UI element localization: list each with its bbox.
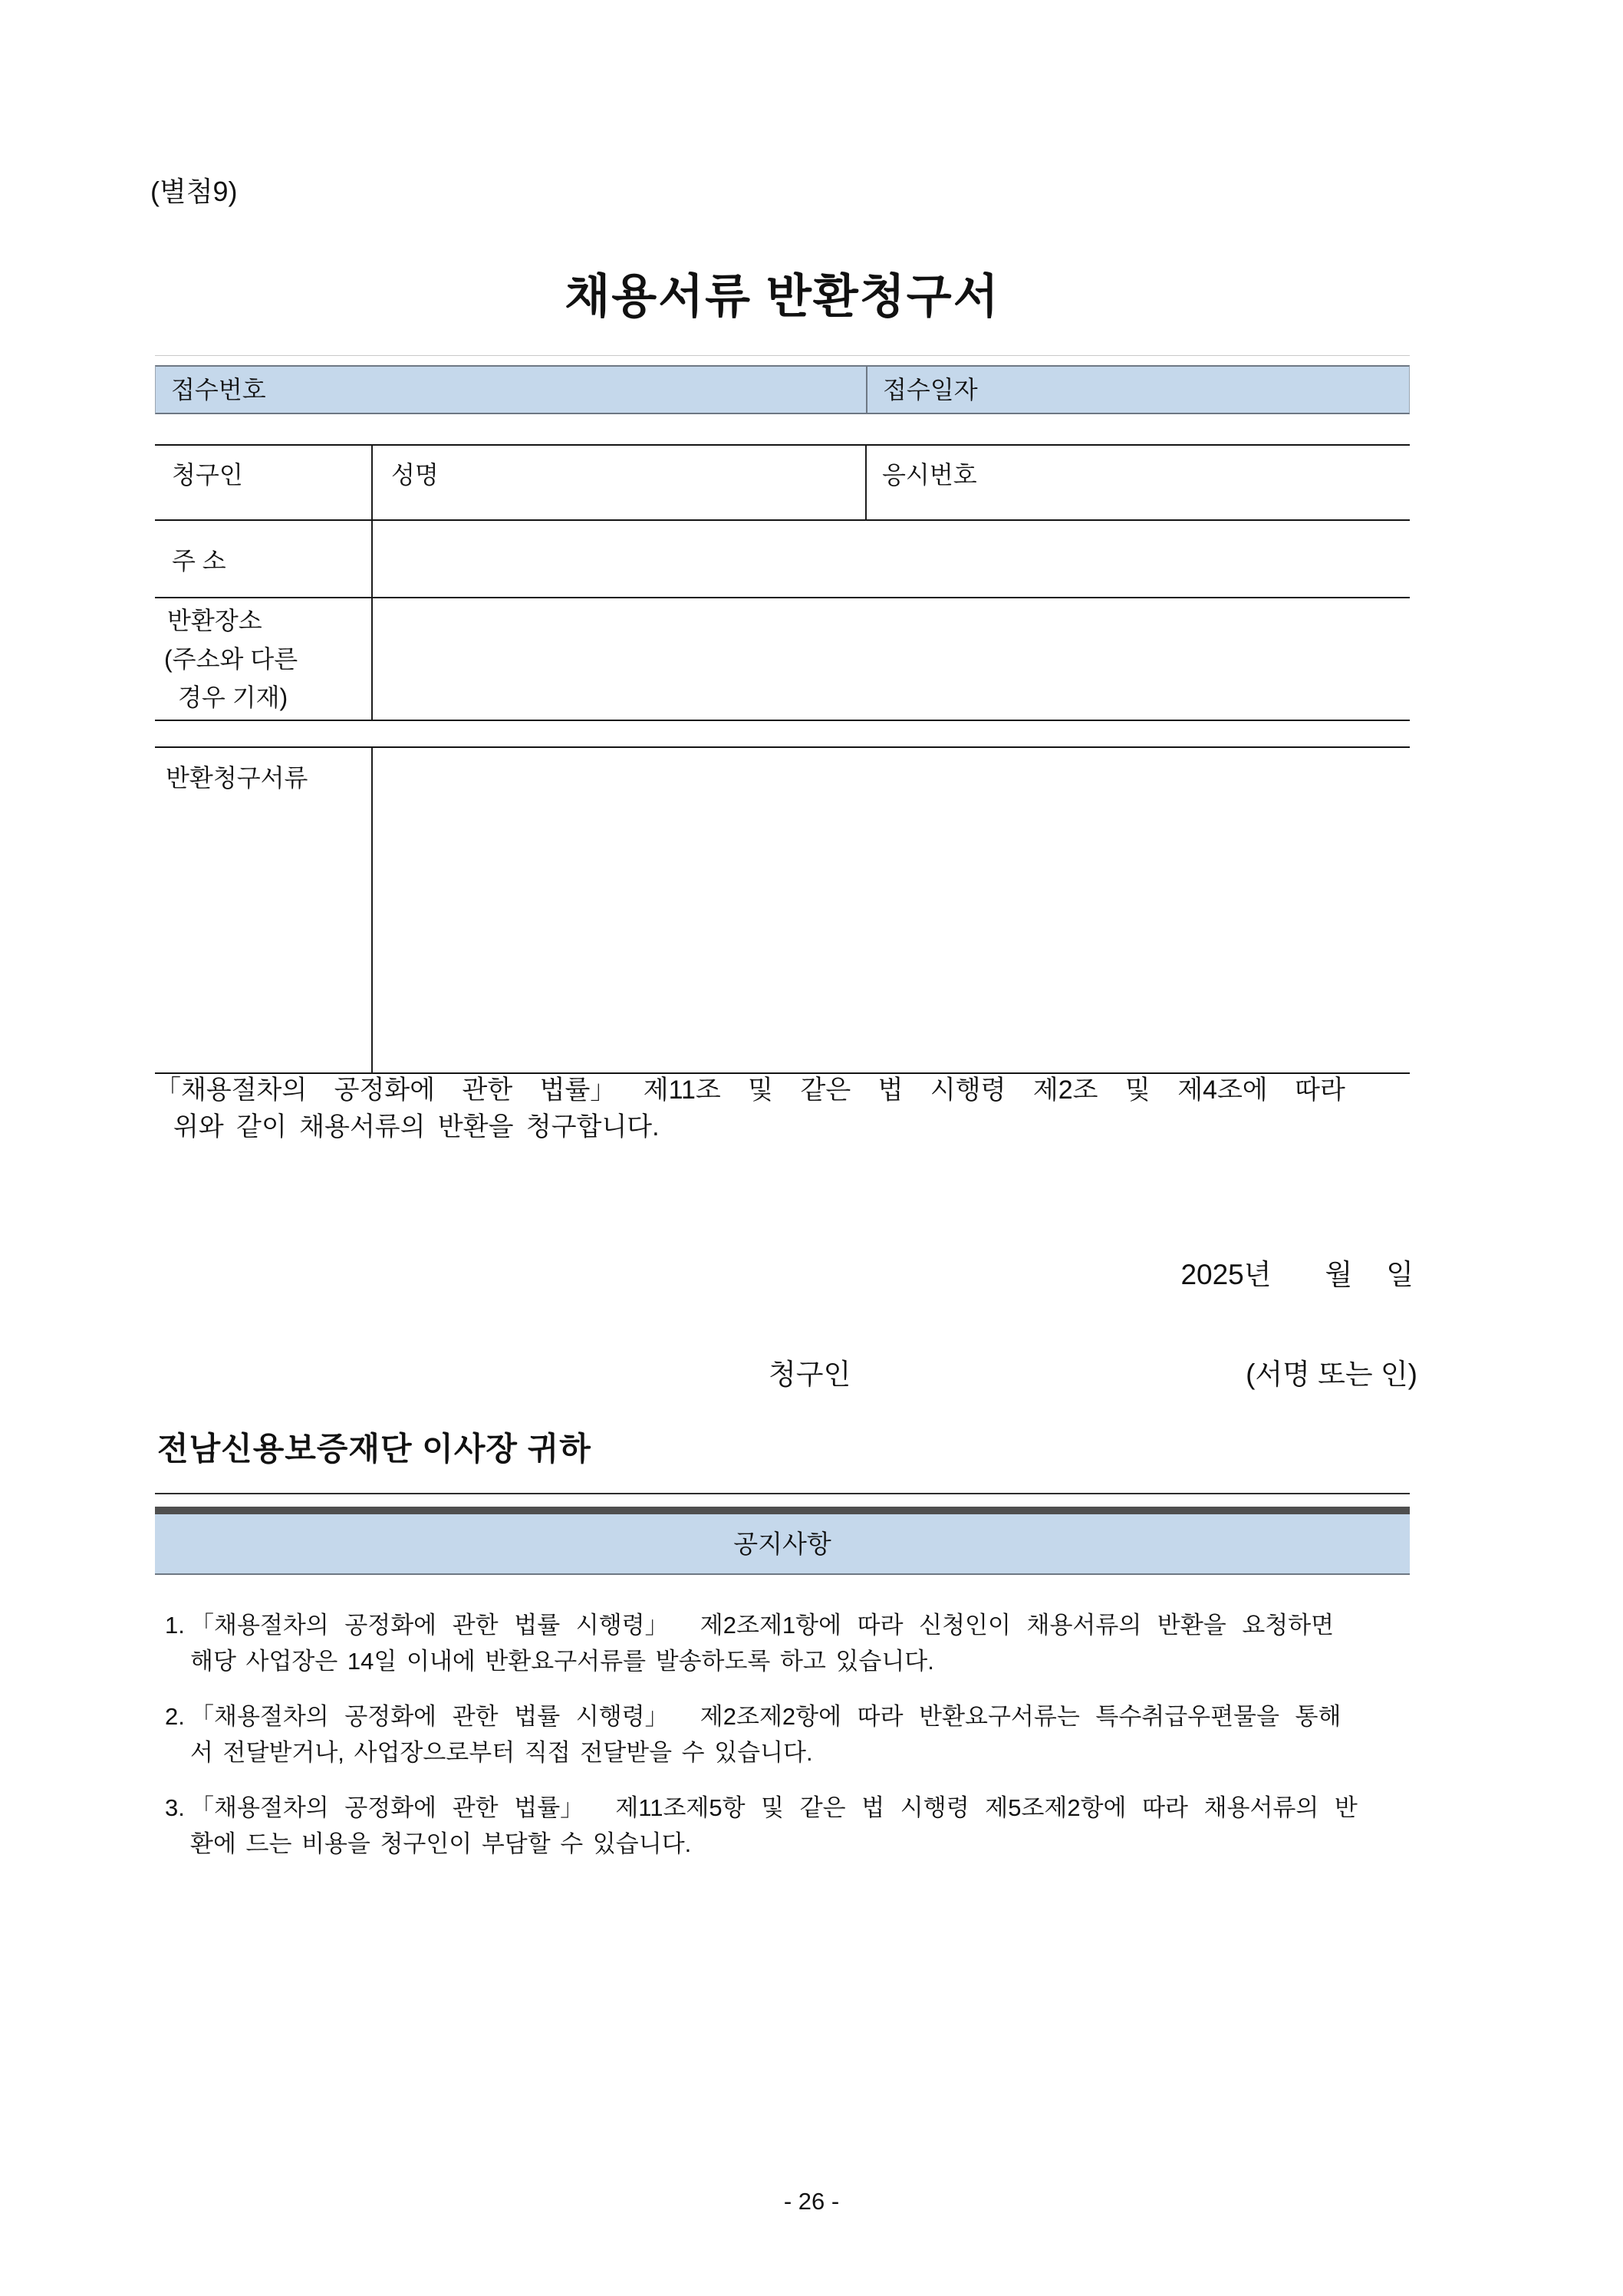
address-label-cell: 주 소 (155, 521, 373, 597)
return-place-label-line1: 반환장소 (167, 607, 262, 634)
date-day: 일 (1386, 1259, 1414, 1290)
signature-note: (서명 또는 인) (1246, 1359, 1417, 1390)
return-docs-table (155, 746, 1410, 1074)
return-place-label-line2: (주소와 다른 (164, 645, 298, 673)
claimant-label-cell: 청구인 (155, 446, 373, 519)
declaration-line-1: 「채용절차의 공정화에 관한 법률」 제11조 및 같은 법 시행령 제2조 및 제4조에 따라 (155, 1076, 1345, 1105)
notice-item-number: 2. (165, 1703, 185, 1730)
notice-thick-bar (155, 1507, 1410, 1514)
address-input-area[interactable] (373, 521, 1410, 597)
notice-item-line-2: 환에 드는 비용을 청구인이 부담할 수 있습니다. (190, 1830, 692, 1857)
notice-thin-rule (155, 1493, 1410, 1494)
page-title: 채용서류 반환청구서 (565, 270, 1000, 322)
notice-list (155, 1607, 1413, 1881)
notice-item (155, 1607, 1413, 1679)
receipt-number-header-cell: 접수번호 (156, 367, 867, 413)
notice-item-number: 3. (165, 1794, 185, 1821)
notice-item-number: 1. (165, 1612, 185, 1639)
notice-item-line-2: 서 전달받거나, 사업장으로부터 직접 전달받을 수 있습니다. (190, 1739, 813, 1766)
exam-number-field-cell[interactable] (867, 446, 1410, 519)
table-row (155, 597, 1410, 720)
notice-header-band (155, 1514, 1410, 1575)
return-docs-input-area[interactable] (373, 748, 1410, 1072)
notice-header-title: 공지사항 (733, 1530, 831, 1558)
notice-item-line-2: 해당 사업장은 14일 이내에 반환요구서류를 발송하도록 하고 있습니다. (190, 1648, 934, 1675)
name-field-cell[interactable] (373, 446, 867, 519)
return-place-label-cell (155, 598, 373, 720)
notice-item-line-1: 「채용절차의 공정화에 관한 법률 시행령」 제2조제1항에 따라 신청인이 채용서류의 반환을 요청하면 (190, 1612, 1335, 1639)
declaration-line-2: 위와 같이 채용서류의 반환을 청구합니다. (173, 1112, 660, 1141)
return-docs-label-cell: 반환청구서류 (155, 748, 373, 1072)
date-year: 2025년 (1180, 1259, 1272, 1290)
applicant-table (155, 444, 1410, 721)
notice-item (155, 1790, 1413, 1862)
table-row (155, 444, 1410, 519)
notice-item-line-1: 「채용절차의 공정화에 관한 법률」 제11조제5항 및 같은 법 시행령 제5조제2항에 따라 채용서류의 반 (190, 1794, 1358, 1821)
recipient-line: 전남신용보증재단 이사장 귀하 (157, 1431, 591, 1467)
notice-item (155, 1698, 1413, 1771)
date-month: 월 (1325, 1259, 1353, 1290)
return-place-label-line3: 경우 기재) (178, 684, 288, 711)
receipt-date-header-cell: 접수일자 (883, 376, 978, 404)
exam-number-label: 응시번호 (882, 461, 977, 489)
signer-label: 청구인 (769, 1359, 851, 1390)
declaration-paragraph (155, 1072, 1413, 1145)
table-row (155, 519, 1410, 597)
receipt-header-row (155, 365, 1410, 414)
page-number: - 26 - (783, 2188, 840, 2215)
date-line (1180, 1257, 1414, 1293)
top-hairline-divider (155, 355, 1410, 356)
name-label: 성명 (391, 461, 439, 489)
notice-item-line-1: 「채용절차의 공정화에 관한 법률 시행령」 제2조제2항에 따라 반환요구서류는 특수취급우편물을 통해 (190, 1703, 1342, 1730)
return-place-input-area[interactable] (373, 598, 1410, 720)
attachment-label: (별첨9) (150, 176, 238, 207)
